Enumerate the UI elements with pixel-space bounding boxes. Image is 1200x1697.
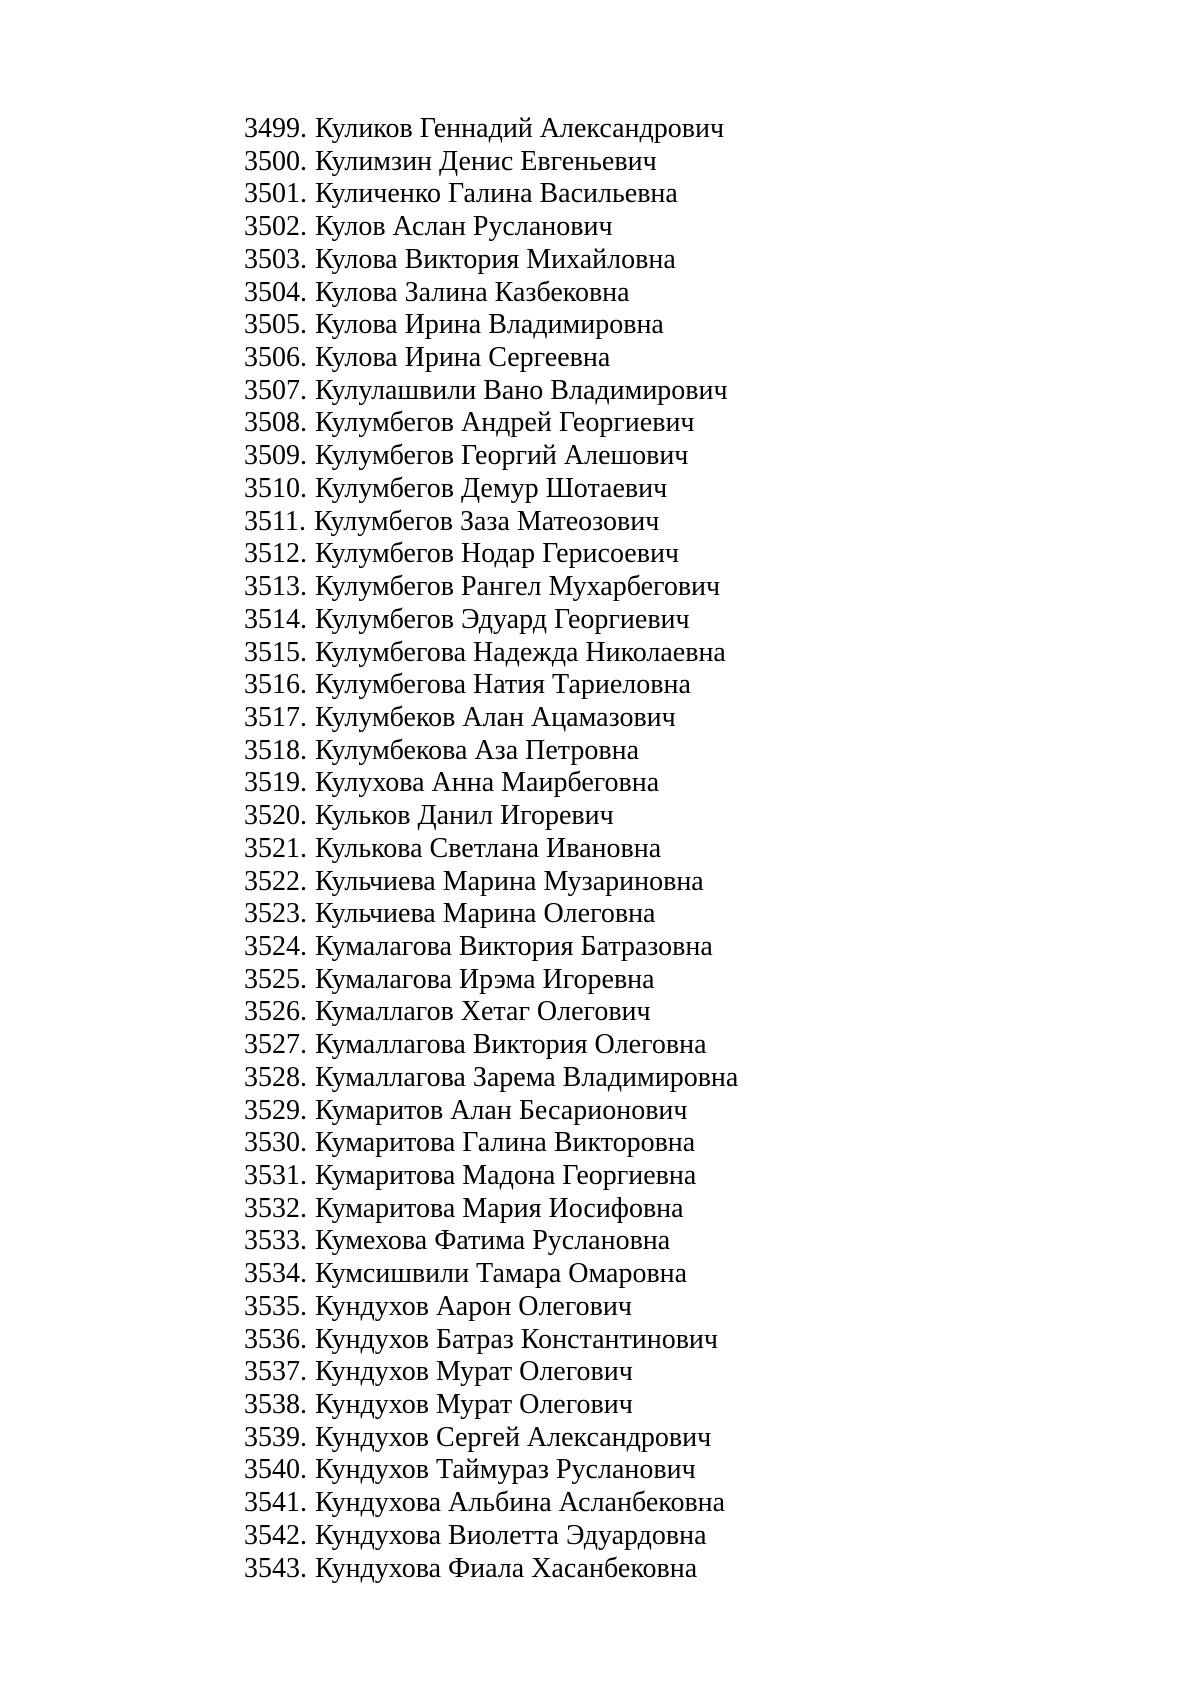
list-item (244, 407, 738, 440)
entry-number: 3507. (244, 374, 307, 406)
entry-number: 3514. (244, 603, 307, 635)
person-name: Кульков Данил Игоревич (315, 800, 614, 832)
entry-number: 3527. (244, 1029, 307, 1061)
list-item (244, 1193, 738, 1226)
person-name: Куликов Геннадий Александрович (315, 113, 725, 144)
list-item (244, 146, 738, 179)
entry-number: 3516. (244, 669, 307, 701)
list-item (244, 866, 738, 899)
list-item (244, 637, 738, 670)
list-item (244, 506, 738, 539)
person-name: Кундухов Сергей Александрович (315, 1421, 712, 1453)
name-list (244, 113, 738, 1585)
person-name: Кулова Ирина Сергеевна (315, 342, 611, 374)
entry-number: 3512. (244, 538, 307, 570)
entry-number: 3518. (244, 734, 307, 766)
person-name: Кулумбегов Рангел Мухарбегович (315, 571, 721, 603)
person-name: Кульчиева Марина Музариновна (315, 865, 704, 897)
list-item (244, 211, 738, 244)
entry-number: 3519. (244, 767, 307, 799)
person-name: Кундухов Таймураз Русланович (315, 1454, 696, 1486)
entry-number: 3506. (244, 342, 307, 374)
person-name: Кумаритова Мария Иосифовна (315, 1192, 684, 1224)
person-name: Кулов Аслан Русланович (315, 211, 613, 243)
person-name: Кумехова Фатима Руслановна (315, 1225, 671, 1257)
person-name: Кулухова Анна Маирбеговна (315, 767, 660, 799)
person-name: Кундухова Виолетта Эдуардовна (315, 1519, 707, 1551)
list-item (244, 538, 738, 571)
list-item (244, 113, 738, 146)
person-name: Кулулашвили Вано Владимирович (315, 374, 728, 406)
list-item (244, 964, 738, 997)
person-name: Кулькова Светлана Ивановна (315, 832, 662, 864)
list-item (244, 571, 738, 604)
list-item (244, 309, 738, 342)
list-item (244, 1062, 738, 1095)
person-name: Кулумбегов Георгий Алешович (315, 440, 689, 472)
person-name: Кулумбегов Андрей Георгиевич (315, 407, 695, 439)
entry-number: 3535. (244, 1290, 307, 1322)
list-item (244, 1520, 738, 1553)
person-name: Кулумбегов Эдуард Георгиевич (315, 603, 690, 635)
entry-number: 3533. (244, 1225, 307, 1257)
person-name: Кундухов Мурат Олегович (315, 1356, 633, 1388)
entry-number: 3534. (244, 1258, 307, 1290)
entry-number: 3500. (244, 145, 307, 177)
list-item (244, 767, 738, 800)
entry-number: 3540. (244, 1454, 307, 1486)
list-item (244, 440, 738, 473)
person-name: Кулумбегов Демур Шотаевич (315, 472, 668, 504)
list-item (244, 735, 738, 768)
person-name: Кулимзин Денис Евгеньевич (315, 145, 657, 177)
entry-number: 3503. (244, 243, 307, 275)
entry-number: 3525. (244, 963, 307, 995)
person-name: Куличенко Галина Васильевна (315, 178, 678, 210)
person-name: Кундухов Аарон Олегович (315, 1290, 632, 1322)
list-item (244, 1324, 738, 1357)
entry-number: 3504. (244, 276, 307, 308)
person-name: Кумаритов Алан Бесарионович (315, 1094, 688, 1126)
list-item (244, 800, 738, 833)
entry-number: 3505. (244, 309, 307, 341)
list-item (244, 931, 738, 964)
list-item (244, 1389, 738, 1422)
list-item (244, 1487, 738, 1520)
entry-number: 3523. (244, 898, 307, 930)
entry-number: 3509. (244, 440, 307, 472)
list-item (244, 1029, 738, 1062)
list-item (244, 1553, 738, 1586)
person-name: Кумсишвили Тамара Омаровна (315, 1258, 688, 1290)
entry-number: 3537. (244, 1356, 307, 1388)
list-item (244, 1422, 738, 1455)
person-name: Кульчиева Марина Олеговна (315, 898, 656, 930)
entry-number: 3511. (244, 505, 306, 537)
entry-number: 3529. (244, 1094, 307, 1126)
person-name: Кулумбеков Алан Ацамазович (315, 701, 676, 733)
entry-number: 3521. (244, 832, 307, 864)
entry-number: 3522. (244, 865, 307, 897)
entry-number: 3539. (244, 1421, 307, 1453)
list-item (244, 833, 738, 866)
entry-number: 3510. (244, 472, 307, 504)
list-item (244, 1291, 738, 1324)
list-item (244, 1095, 738, 1128)
entry-number: 3499. (244, 113, 307, 144)
entry-number: 3536. (244, 1323, 307, 1355)
list-item (244, 702, 738, 735)
person-name: Кулова Залина Казбековна (315, 276, 630, 308)
list-item (244, 1258, 738, 1291)
person-name: Кулумбегова Натия Тариеловна (315, 669, 691, 701)
person-name: Кумалагова Ирэма Игоревна (315, 963, 655, 995)
person-name: Кундухов Мурат Олегович (315, 1389, 633, 1421)
person-name: Кулумбегов Заза Матеозович (313, 505, 660, 537)
entry-number: 3541. (244, 1487, 307, 1519)
entry-number: 3542. (244, 1519, 307, 1551)
list-item (244, 178, 738, 211)
entry-number: 3520. (244, 800, 307, 832)
list-item (244, 342, 738, 375)
entry-number: 3528. (244, 1061, 307, 1093)
person-name: Кумаллагов Хетаг Олегович (315, 996, 651, 1028)
list-item (244, 1160, 738, 1193)
entry-number: 3517. (244, 701, 307, 733)
person-name: Кулумбекова Аза Петровна (315, 734, 639, 766)
person-name: Кулова Виктория Михайловна (315, 243, 676, 275)
person-name: Кумаритова Мадона Георгиевна (315, 1160, 697, 1191)
list-item (244, 669, 738, 702)
list-item (244, 375, 738, 408)
entry-number: 3532. (244, 1192, 307, 1224)
list-item (244, 1225, 738, 1258)
entry-number: 3530. (244, 1127, 307, 1159)
person-name: Кумаллагова Зарема Владимировна (315, 1061, 739, 1093)
entry-number: 3538. (244, 1389, 307, 1421)
entry-number: 3501. (244, 178, 307, 210)
entry-number: 3508. (244, 407, 307, 439)
list-item (244, 244, 738, 277)
person-name: Кулумбегов Нодар Герисоевич (315, 538, 680, 570)
list-item (244, 1454, 738, 1487)
list-item (244, 473, 738, 506)
list-item (244, 996, 738, 1029)
entry-number: 3524. (244, 930, 307, 962)
person-name: Кумалагова Виктория Батразовна (315, 930, 713, 962)
list-item (244, 1127, 738, 1160)
person-name: Кундухова Фиала Хасанбековна (315, 1552, 698, 1584)
list-item (244, 604, 738, 637)
person-name: Кундухова Альбина Асланбековна (315, 1487, 726, 1519)
person-name: Кулумбегова Надежда Николаевна (315, 636, 726, 668)
entry-number: 3513. (244, 571, 307, 603)
list-item (244, 277, 738, 310)
person-name: Кумаритова Галина Викторовна (315, 1127, 696, 1159)
list-item (244, 1356, 738, 1389)
list-item (244, 898, 738, 931)
person-name: Кундухов Батраз Константинович (315, 1323, 718, 1355)
entry-number: 3543. (244, 1552, 307, 1584)
entry-number: 3515. (244, 636, 307, 668)
entry-number: 3502. (244, 211, 307, 243)
person-name: Кумаллагова Виктория Олеговна (315, 1029, 707, 1061)
person-name: Кулова Ирина Владимировна (315, 309, 664, 341)
entry-number: 3531. (244, 1160, 307, 1191)
entry-number: 3526. (244, 996, 307, 1028)
